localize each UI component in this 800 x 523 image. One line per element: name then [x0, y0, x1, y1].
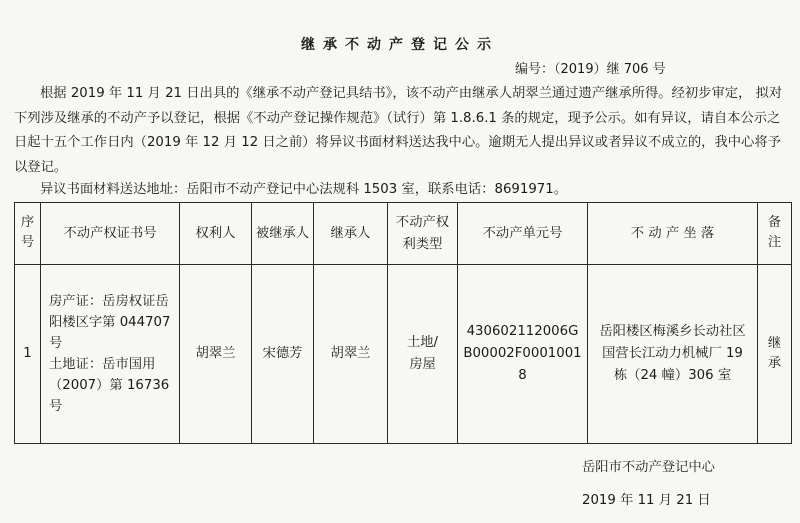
cell-decedent: 宋德芳 [252, 265, 314, 444]
header-remark: 备注 [758, 203, 792, 265]
header-cert: 不动产权证书号 [41, 203, 180, 265]
cell-cert [41, 265, 180, 444]
cell-location: 岳阳楼区梅溪乡长动社区国营长江动力机械厂 19 栋（24 幢）306 室 [588, 265, 758, 444]
document-number: 编号：（2019）继 706 号 [515, 62, 666, 77]
cell-heir: 胡翠兰 [314, 265, 388, 444]
header-heir: 继承人 [314, 203, 388, 265]
cert-land: 土地证：岳市国用（2007）第 16736 号 [49, 357, 170, 414]
cell-holder: 胡翠兰 [180, 265, 252, 444]
header-right-type: 不动产权利类型 [388, 203, 458, 265]
notice-body-paragraph: 根据 2019 年 11 月 21 日出具的《继承不动产登记具结书》，该不动产由继承人胡翠兰通过遗产继承所得。经初步审定， 拟对下列涉及继承的不动产予以登记，根据《不动产登记操作规范》（试行）第 1.8.6.1 条的规定，现予公示。如有异议，请自本公示之日起十五个工作日内（2019 年 12 月 12 日之前）将异议书面材料送达我中心。逾期无人提出异议或者异议不成立的，我中心将予以登记。 [14, 86, 783, 175]
header-decedent: 被继承人 [252, 203, 314, 265]
table-header-row [15, 203, 792, 265]
page-title: 继承不动产登记公示 [301, 37, 499, 53]
header-seq: 序号 [15, 203, 41, 265]
objection-address: 异议书面材料送达地址：岳阳市不动产登记中心法规科 1503 室，联系电话：8691971。 [40, 182, 568, 197]
header-holder: 权利人 [180, 203, 252, 265]
signature-organization: 岳阳市不动产登记中心 [582, 460, 715, 475]
cell-remark: 继承 [758, 265, 792, 444]
registration-table [14, 202, 792, 444]
header-unit-no: 不动产单元号 [458, 203, 588, 265]
table-row [15, 265, 792, 444]
cell-right-type: 土地/房屋 [388, 265, 458, 444]
cell-seq: 1 [15, 265, 41, 444]
cert-house: 房产证：岳房权证岳阳楼区字第 044707 号 [49, 294, 171, 351]
header-location: 不 动 产 坐 落 [588, 203, 758, 265]
cell-unit-no: 430602112006GB00002F00010018 [458, 265, 588, 444]
signature-date: 2019 年 11 月 21 日 [582, 493, 711, 508]
